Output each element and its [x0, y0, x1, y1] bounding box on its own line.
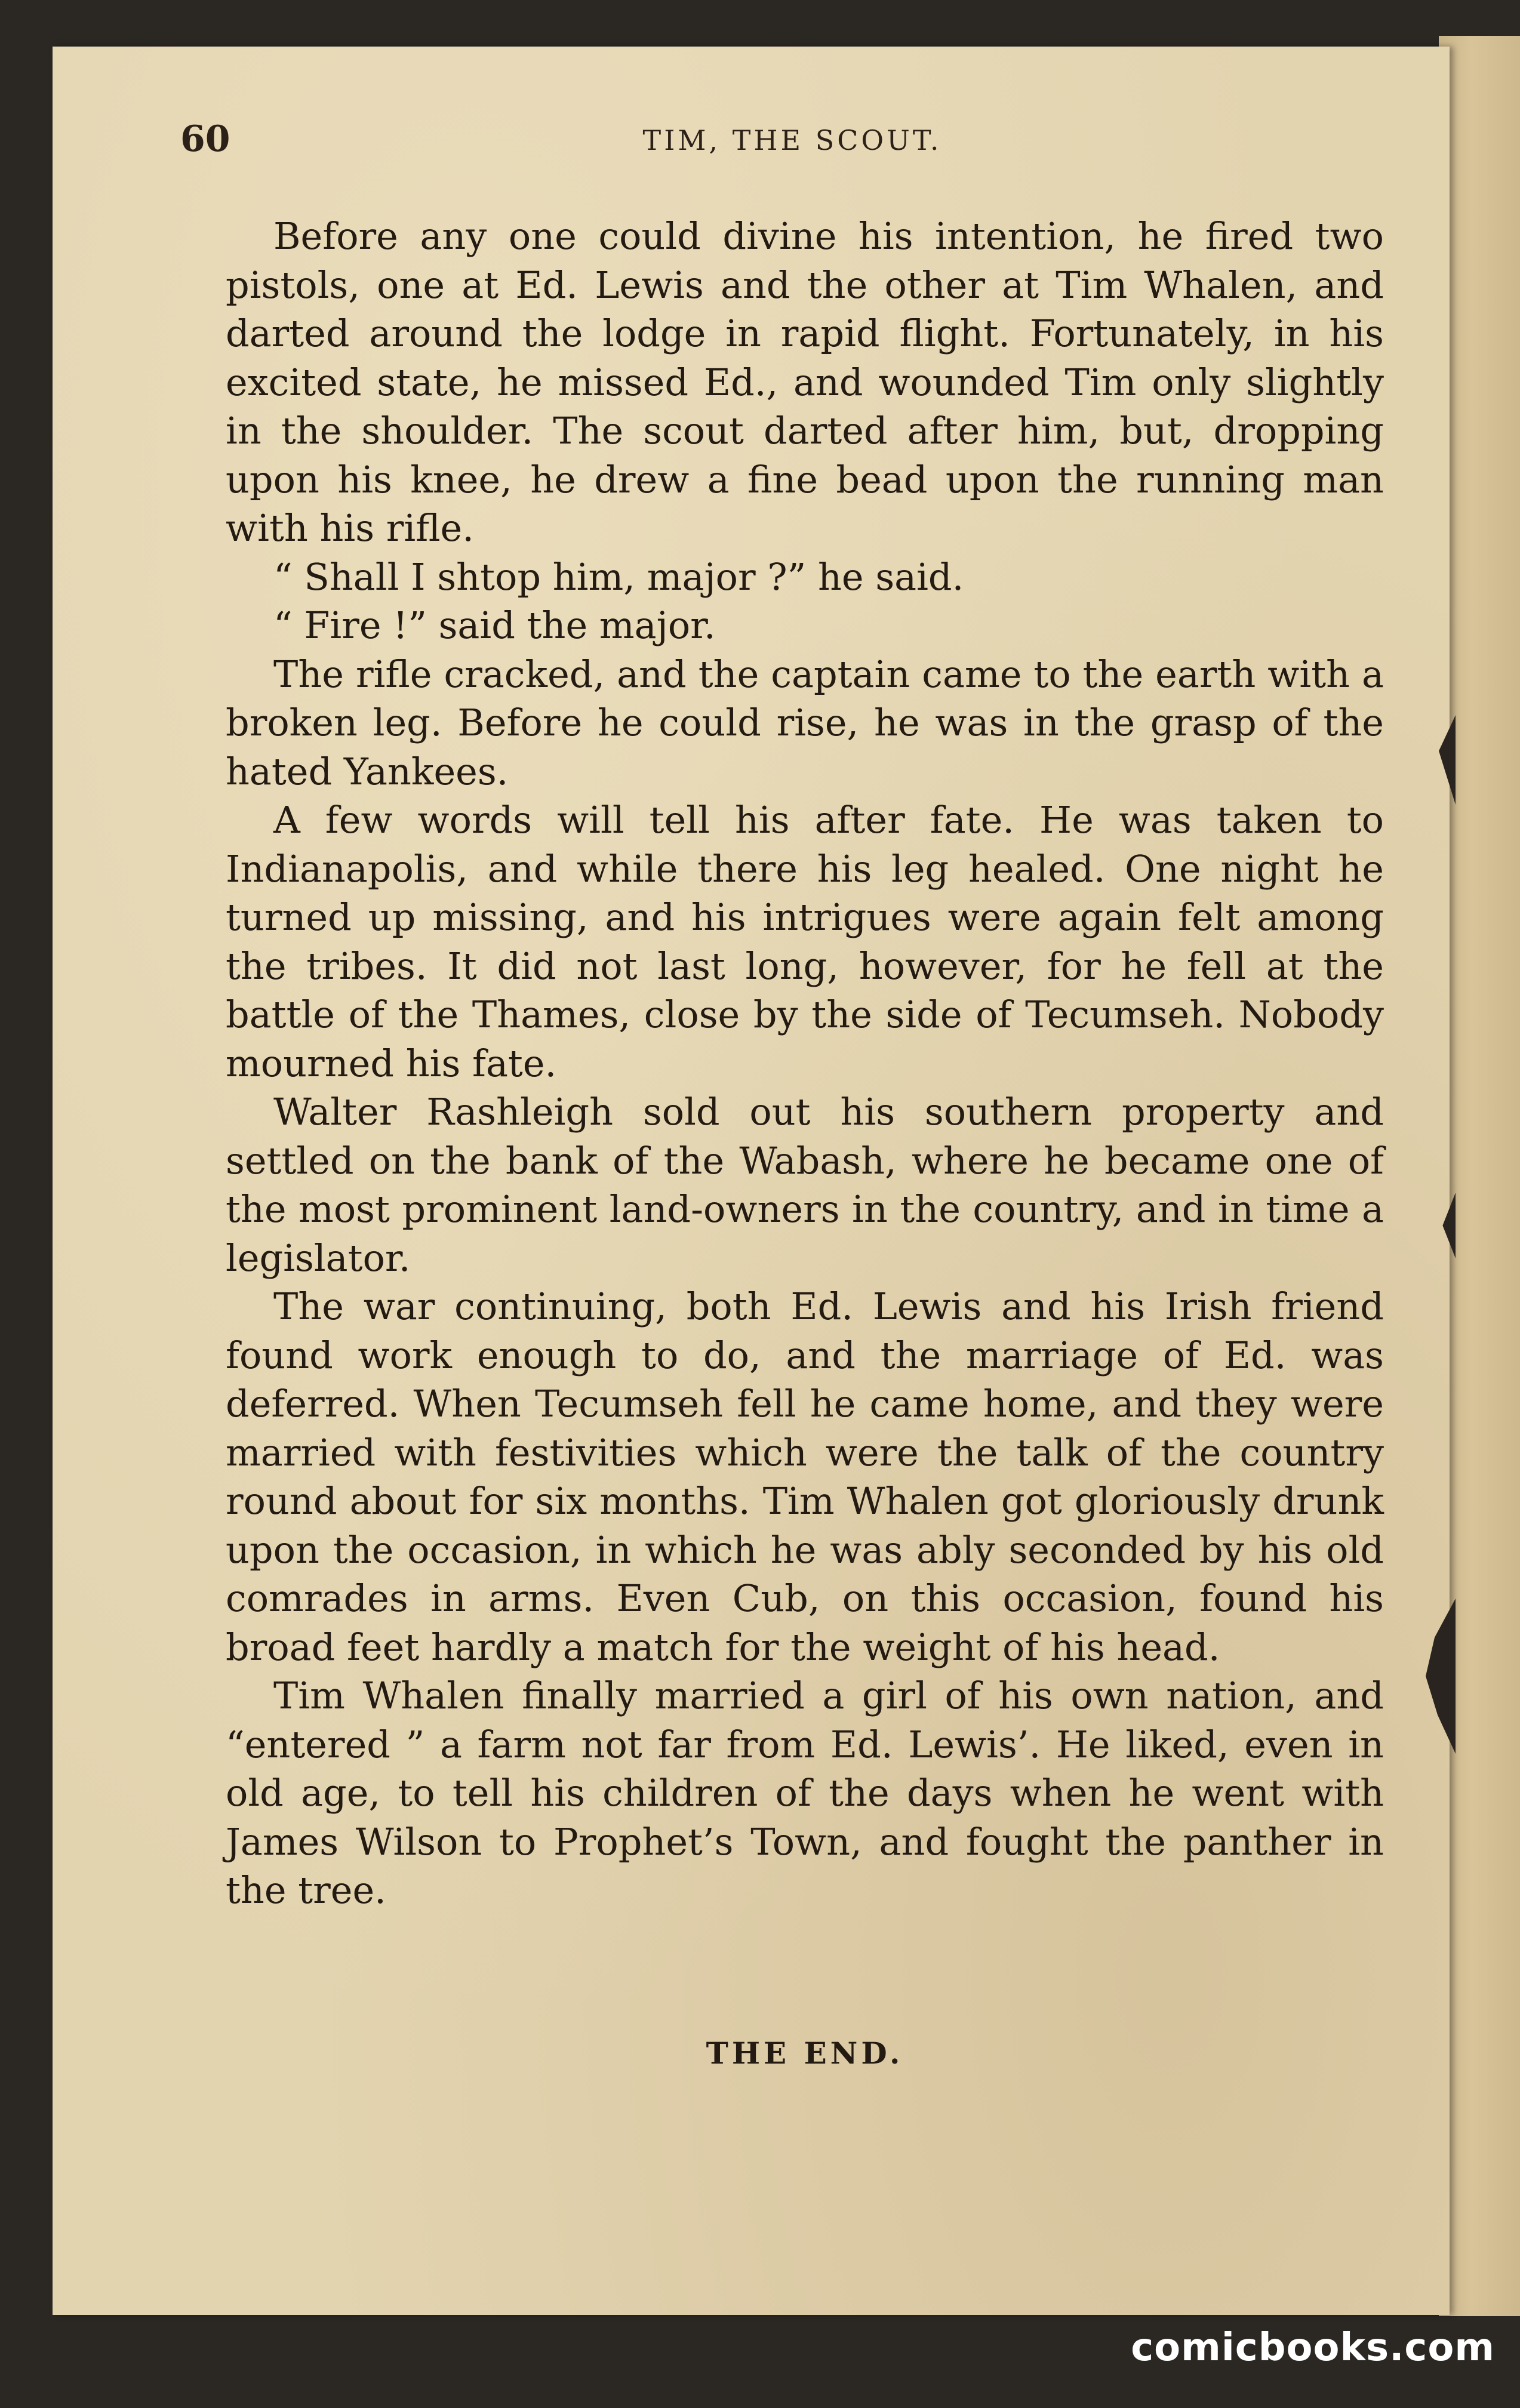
paragraph: The rifle cracked, and the captain came to the earth with a broken leg. Before he could rise, he was in the grasp of the hated Yankees.	[226, 652, 1384, 793]
body-text	[226, 212, 1384, 1915]
watermark: comicbooks.com	[1131, 2326, 1495, 2370]
page-tear-2	[1441, 1193, 1456, 1258]
paragraph: “ Fire !” said the major.	[273, 603, 716, 647]
running-head	[180, 118, 1404, 166]
paragraph: Walter Rashleigh sold out his southern property and settled on the bank of the Wabash, where he became one of the most prominent land-owners in the country, and in time a legislator.	[226, 1090, 1384, 1280]
paragraph: “ Shall I shtop him, major ?” he said.	[273, 555, 964, 599]
paragraph: Tim Whalen finally married a girl of his own nation, and “entered ” a farm not far from Ed. Lewis’. He liked, even in old age, to tell his children of the days when he went with James Wilson to Prophet’s Town, and fought the panther in the tree.	[226, 1674, 1384, 1912]
page-number: 60	[180, 118, 230, 160]
paragraph: The war continuing, both Ed. Lewis and his Irish friend found work enough to do, and the marriage of Ed. was deferred. When Tecumseh fell he came home, and they were married with festivities which were the talk of the country round about for six months. Tim Whalen got gloriously drunk upon the occasion, in which he was ably seconded by his old comrades in arms. Even Cub, on this occasion, found his broad feet hardly a match for the weight of his head.	[226, 1285, 1384, 1669]
page-tear-1	[1439, 715, 1456, 805]
running-head-title: TIM, THE SCOUT.	[642, 124, 942, 156]
paragraph: A few words will tell his after fate. He was taken to Indianapolis, and while there his leg healed. One night he turned up missing, and his intrigues were again felt among the tribes. It did not last long, however, for he fell at the battle of the Thames, close by the side of Tecumseh. Nobody mourned his fate.	[226, 798, 1384, 1085]
the-end-label: THE END.	[706, 2036, 904, 2071]
facing-page-edge	[1439, 36, 1520, 2316]
paragraph: Before any one could divine his intention, he fired two pistols, one at Ed. Lewis and the other at Tim Whalen, and darted around the lodge in rapid flight. Fortunately, in his excited state, he missed Ed., and wounded Tim only slightly in the shoulder. The scout darted after him, but, dropping upon his knee, he drew a fine bead upon the running man with his rifle.	[226, 214, 1384, 550]
page-tear-3	[1426, 1599, 1456, 1754]
